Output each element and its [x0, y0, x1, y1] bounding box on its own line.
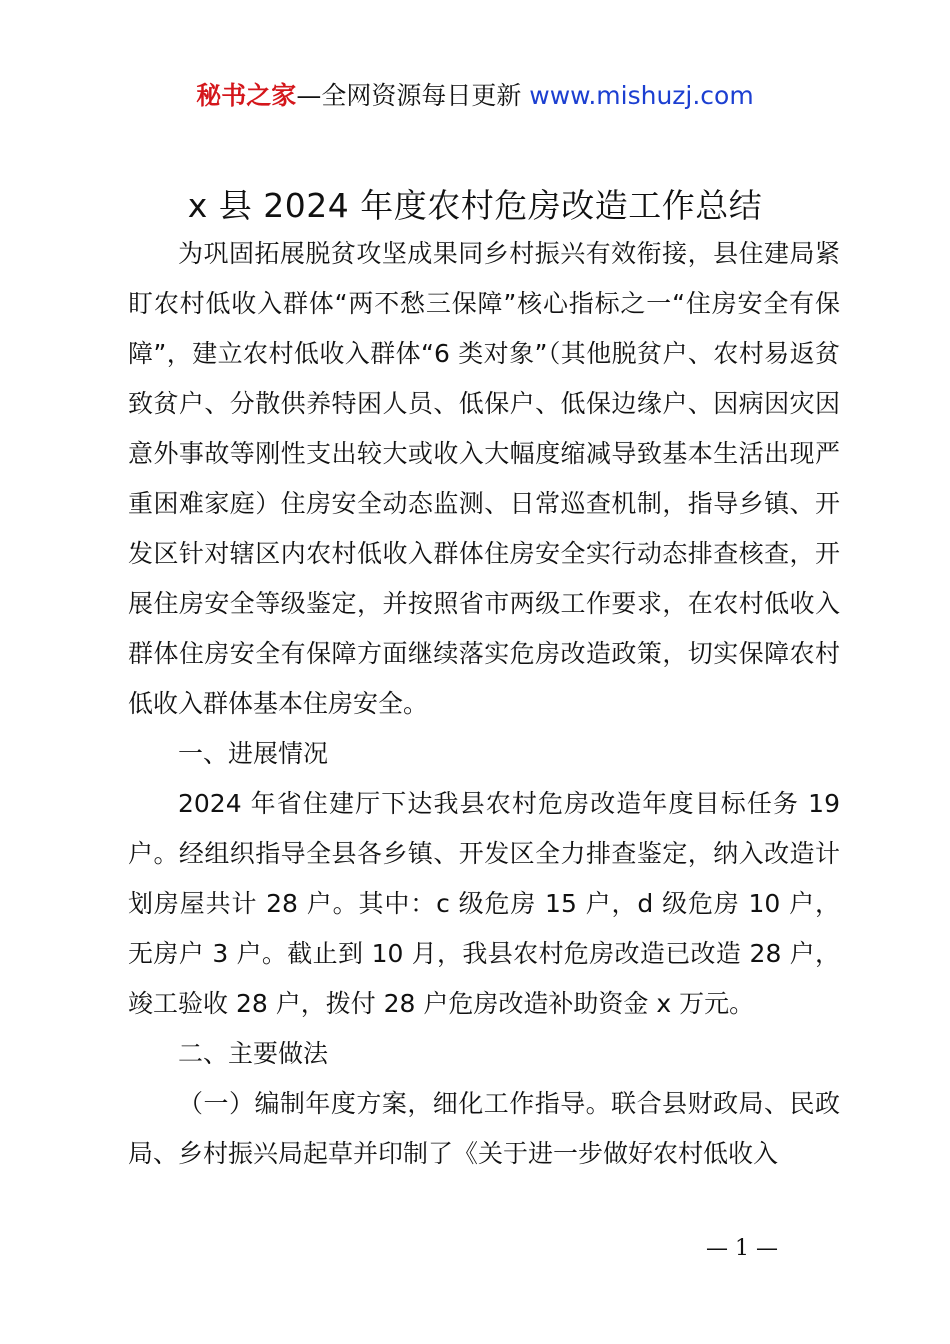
site-url-link[interactable]: www.mishuzj.com [529, 81, 754, 110]
section-heading-methods: 二、主要做法 [178, 1039, 329, 1068]
document-title: x 县 2024 年度农村危房改造工作总结 [187, 186, 763, 225]
section-heading-progress: 一、进展情况 [178, 739, 329, 768]
site-header [0, 78, 950, 114]
document-body [128, 229, 840, 1179]
site-brand: 秘书之家 [196, 81, 297, 110]
site-tagline: —全网资源每日更新 [296, 81, 522, 110]
progress-paragraph: 2024 年省住建厅下达我县农村危房改造年度目标任务 19 户。经组织指导全县各乡镇、开发区全力排查鉴定，纳入改造计划房屋共计 28 户。其中：c 级危房 15 户，d 级危房 10 户，无房户 3 户。截止到 10 月，我县农村危房改造已改造 28 户，竣工验收 28 户，拨付 28 户危房改造补助资金 x 万元。 [128, 789, 840, 1018]
intro-paragraph: 为巩固拓展脱贫攻坚成果同乡村振兴有效衔接，县住建局紧盯农村低收入群体“两不愁三保障”核心指标之一“住房安全有保障”，建立农村低收入群体“6 类对象”（其他脱贫户、农村易返贫致贫户、分散供养特困人员、低保户、低保边缘户、因病因灾因意外事故等刚性支出较大或收入大幅度缩减导致基本生活出现严重困难家庭）住房安全动态监测、日常巡查机制，指导乡镇、开发区针对辖区内农村低收入群体住房安全实行动态排查核查，开展住房安全等级鉴定，并按照省市两级工作要求，在农村低收入群体住房安全有保障方面继续落实危房改造政策，切实保障农村低收入群体基本住房安全。 [128, 239, 840, 718]
methods-paragraph: （一）编制年度方案，细化工作指导。联合县财政局、民政局、乡村振兴局起草并印制了《关于进一步做好农村低收入 [128, 1089, 840, 1168]
page-number: — 1 — [706, 1236, 778, 1261]
